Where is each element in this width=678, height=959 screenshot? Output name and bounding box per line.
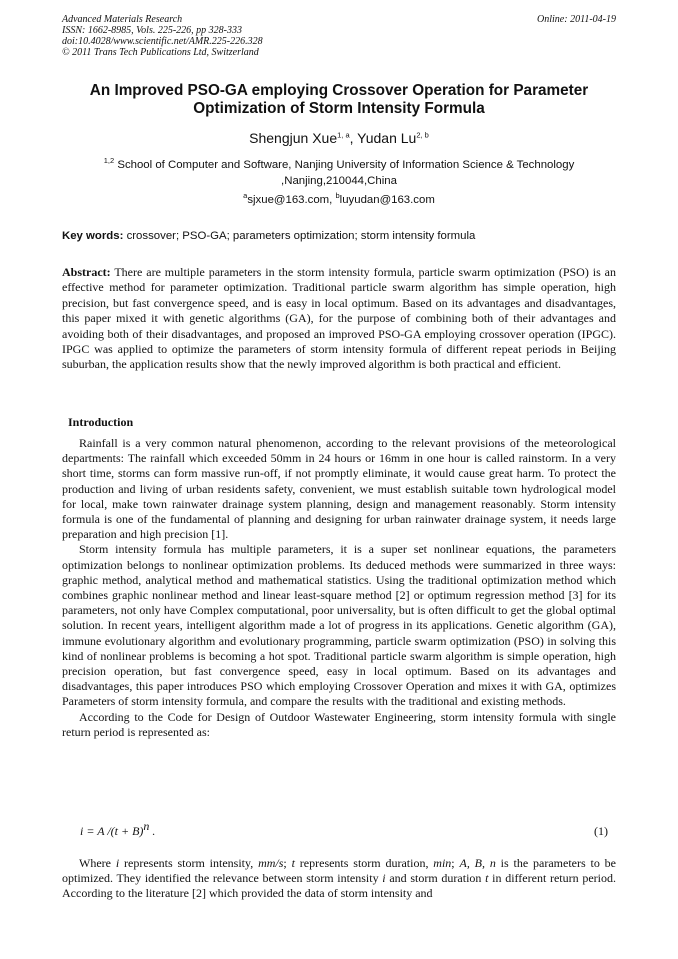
text-run: represents storm intensity,	[119, 856, 259, 870]
author-1-affil: 1, a	[337, 130, 350, 140]
equation-explanation	[62, 856, 616, 902]
author-2-affil: 2, b	[416, 130, 429, 140]
unit: mm/s	[258, 856, 284, 870]
introduction-body	[62, 436, 616, 740]
online-date: Online: 2011-04-19	[537, 14, 616, 25]
affiliation-marker: 1,2	[103, 156, 115, 166]
equation-1	[80, 819, 156, 839]
variable: t	[291, 856, 295, 870]
author-2: Yudan Lu	[357, 130, 417, 146]
variable: i	[382, 871, 386, 886]
email-b-marker: b	[335, 191, 340, 201]
abstract-text: There are multiple parameters in the storm intensity formula, particle swarm optimization (PSO) is an effective method for parameter optimization. Traditional particle swarm algorithm has simple operation, high precision, but fast convergence speed, and is easy in local optimum. Based on its advantages and disadvantages, this paper mixed it with genetic algorithms (GA), for the purpose of combining both of their advantages and avoiding both of their disadvantages, and proposed an improved PSO-GA employing crossover operation (IPGC). IPGC was applied to optimize the parameters of storm intensity formula of different repeat periods in Beijing suburban, the application results show that the newly improved algorithm is both practical and efficient.	[62, 265, 616, 372]
text-run: ;	[451, 856, 460, 870]
text-run: Where	[79, 856, 116, 870]
keywords-text: crossover; PSO-GA; parameters optimization; storm intensity formula	[123, 230, 476, 242]
paragraph: According to the Code for Design of Outdoor Wastewater Engineering, storm intensity formula with single return period is represented as:	[62, 709, 616, 739]
email-b: luyudan@163.com	[339, 194, 435, 206]
paragraph: Rainfall is a very common natural phenomenon, according to the relevant provisions of the meteorological departments: The rainfall which exceeded 50mm in 24 hours or 16mm in one hour is called rainstorm. In a very short time, storms can form massive run-off, if not promptly eliminate, it would cause great harm. To protect the production and living of urban residents safety, convenient, we must establish suitable town hydrological model for local, make town rainwater drainage system planning, design and management reasonably. Storm intensity formula is one of the fundamental of planning and designing for urban rainwater drainage system, it needs large preparation and high precision [1].	[62, 436, 616, 542]
paragraph	[62, 856, 616, 902]
email-a-marker: a	[243, 191, 248, 201]
journal-name: Advanced Materials Research	[62, 14, 183, 25]
issn-line: ISSN: 1662-8985, Vols. 225-226, pp 328-333	[62, 25, 242, 36]
section-heading-introduction: Introduction	[68, 415, 134, 429]
variable: t	[485, 871, 489, 886]
paragraph: Storm intensity formula has multiple parameters, it is a super set nonlinear equations, the parameters optimization belongs to nonlinear optimization problems. Its deduced methods were summarized in three ways: graphic method, analytical method and mathematical statistics. Using the traditional optimization method which combines graphic nonlinear method and linear least-square method [2] or optimum regression method [3] for its parameters, not only have Complex computational, poor universality, but is often difficult to get the global optimal solution. In recent years, intelligent algorithm made a lot of progress in its applications. Genetic algorithm (GA), immune evolutionary algorithm and evolutionary programming, particle swarm optimization (PSO) in solving this kind of nonlinear problems is becoming a hot spot. Traditional particle swarm algorithm is simple operation, high precision operation, but fast convergence speed, easy in local optimum. Based on its advantages and disadvantages, this paper introduces PSO which employing Crossover Operation and mixes it with GA, optimizes Parameters of storm intensity formula, and compare the results with the traditional and existing methods.	[62, 542, 616, 709]
doi-line: doi:10.4028/www.scientific.net/AMR.225-226.328	[62, 36, 263, 47]
variable: i	[115, 856, 120, 870]
equation-exponent: n	[143, 819, 150, 833]
text-run: represents storm duration,	[294, 856, 434, 870]
abstract-label: Abstract:	[62, 265, 111, 279]
keywords-label: Key words:	[62, 230, 124, 242]
text-run: ;	[283, 856, 292, 870]
variables: A, B, n	[459, 856, 496, 870]
text-run: and storm duration	[385, 871, 486, 886]
text-run: is the parameters to be optimized. They identified the relevance between storm intensity	[62, 856, 617, 886]
equation-tail: .	[149, 824, 156, 838]
journal-header	[62, 14, 263, 58]
equation-body: i = A /(t + B)	[80, 824, 144, 838]
unit: min	[433, 856, 452, 870]
affiliation-text: School of Computer and Software, Nanjing University of Information Science & Technology ,Nanjing,210044,China	[117, 159, 575, 187]
copyright-line: © 2011 Trans Tech Publications Ltd, Switzerland	[62, 47, 259, 58]
affiliation	[62, 157, 616, 189]
author-1: Shengjun Xue	[249, 130, 338, 146]
email-a: sjxue@163.com,	[247, 194, 336, 206]
keywords	[62, 229, 616, 244]
text-run: in different return period. According to the literature [2] which provided the data of storm intensity and	[62, 871, 616, 901]
abstract	[62, 265, 616, 373]
paper-title: An Improved PSO-GA employing Crossover Operation for Parameter Optimization of Storm Intensity Formula	[89, 82, 589, 117]
author-line	[62, 130, 616, 146]
author-separator: ,	[349, 130, 358, 146]
equation-number: (1)	[594, 824, 608, 838]
email-line	[62, 193, 616, 208]
